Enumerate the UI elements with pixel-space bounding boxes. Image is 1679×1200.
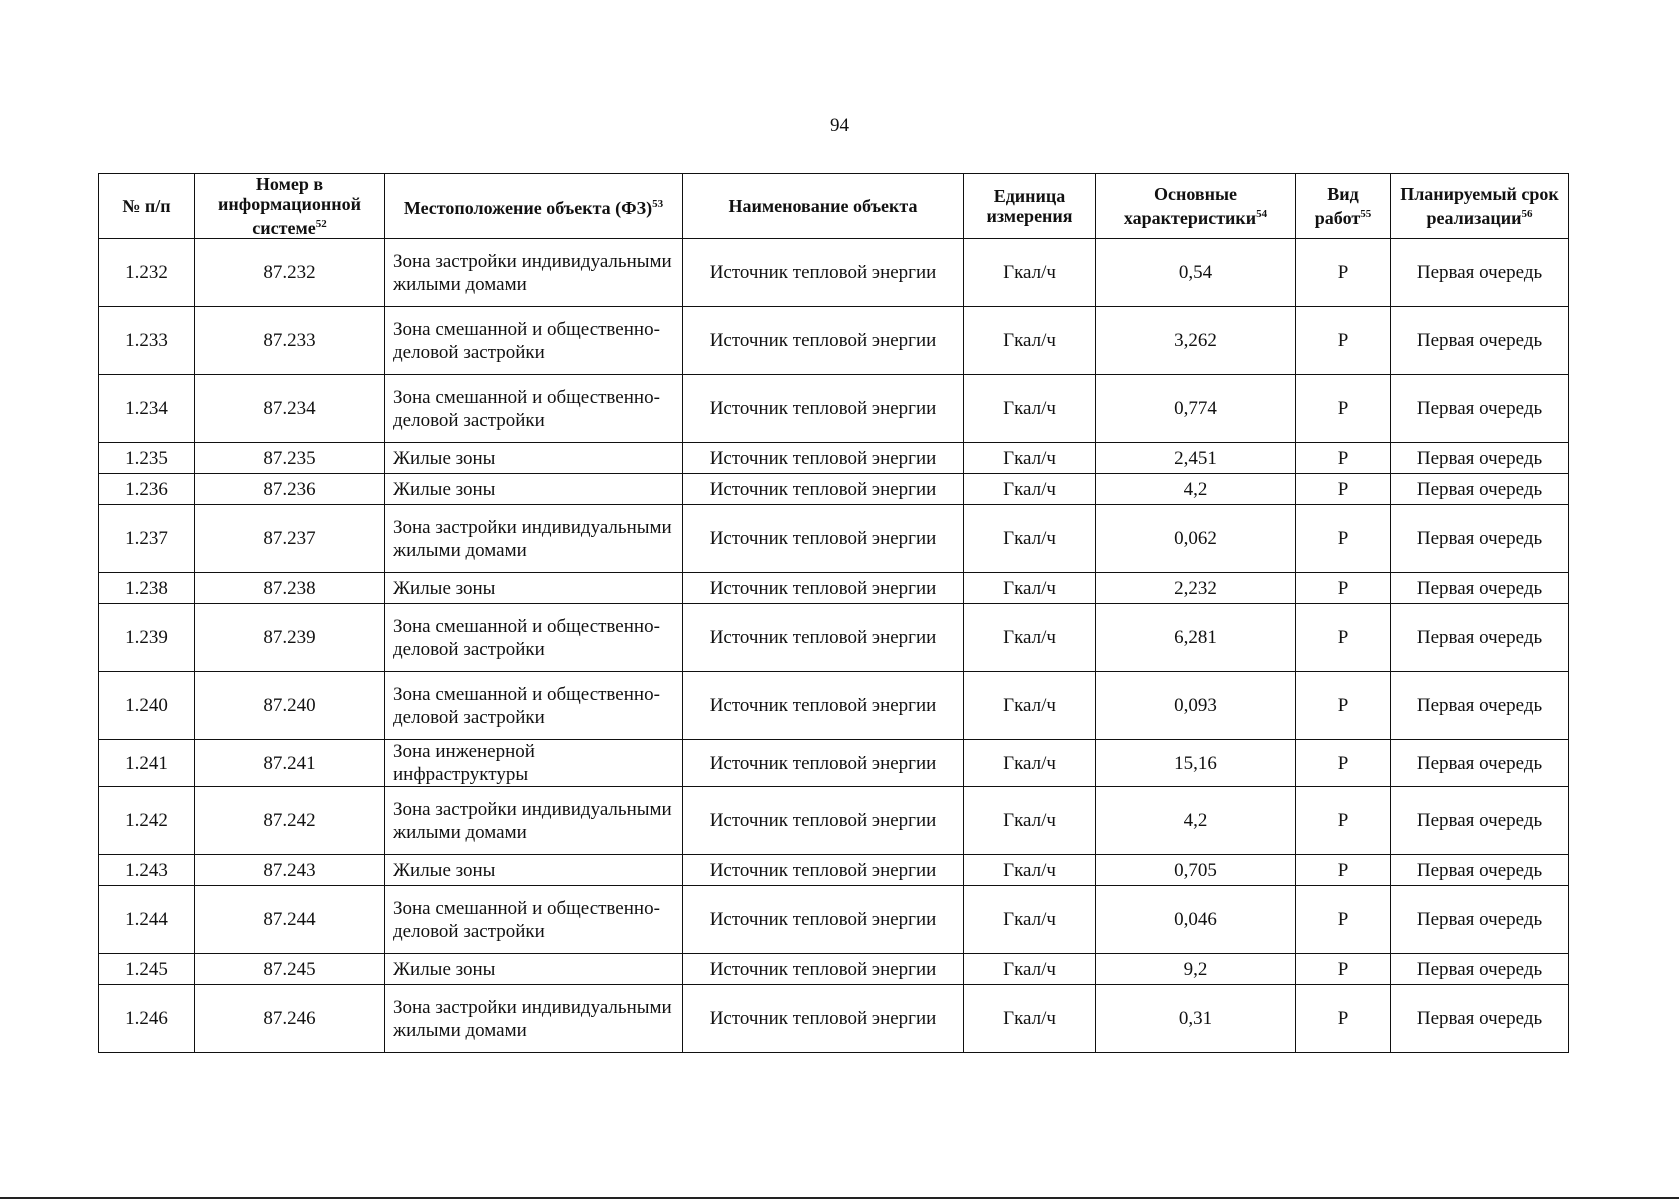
row-number-cell: 1.246 — [99, 985, 195, 1053]
system-number-cell: 87.239 — [195, 604, 385, 672]
term-cell: Первая очередь — [1391, 740, 1569, 787]
row-number-cell: 1.234 — [99, 375, 195, 443]
term-cell: Первая очередь — [1391, 573, 1569, 604]
unit-cell: Гкал/ч — [964, 307, 1096, 375]
term-cell: Первая очередь — [1391, 604, 1569, 672]
work-type-cell: Р — [1296, 740, 1391, 787]
characteristic-cell: 2,451 — [1096, 443, 1296, 474]
term-cell: Первая очередь — [1391, 985, 1569, 1053]
term-cell: Первая очередь — [1391, 505, 1569, 573]
object-name-cell: Источник тепловой энергии — [683, 740, 964, 787]
object-name-cell: Источник тепловой энергии — [683, 954, 964, 985]
row-number-cell: 1.239 — [99, 604, 195, 672]
object-name-cell: Источник тепловой энергии — [683, 505, 964, 573]
table-header — [99, 174, 1569, 239]
characteristic-cell: 0,705 — [1096, 855, 1296, 886]
work-type-cell: Р — [1296, 787, 1391, 855]
characteristic-cell: 0,54 — [1096, 239, 1296, 307]
unit-cell: Гкал/ч — [964, 886, 1096, 954]
system-number-cell: 87.244 — [195, 886, 385, 954]
header-work-type: Вид работ$^{55}$ — [1296, 174, 1391, 239]
characteristic-cell: 4,2 — [1096, 474, 1296, 505]
term-cell: Первая очередь — [1391, 855, 1569, 886]
row-number-cell: 1.238 — [99, 573, 195, 604]
location-cell: Зона инженерной инфраструктуры — [385, 740, 683, 787]
table-row — [99, 443, 1569, 474]
work-type-cell: Р — [1296, 672, 1391, 740]
row-number-cell: 1.235 — [99, 443, 195, 474]
location-cell: Жилые зоны — [385, 474, 683, 505]
header-object-name: Наименование объекта — [683, 174, 964, 239]
table-row — [99, 505, 1569, 573]
row-number-cell: 1.244 — [99, 886, 195, 954]
work-type-cell: Р — [1296, 239, 1391, 307]
system-number-cell: 87.232 — [195, 239, 385, 307]
work-type-cell: Р — [1296, 604, 1391, 672]
object-name-cell: Источник тепловой энергии — [683, 474, 964, 505]
location-cell: Жилые зоны — [385, 954, 683, 985]
page-bottom-border — [0, 1197, 1679, 1199]
characteristic-cell: 4,2 — [1096, 787, 1296, 855]
row-number-cell: 1.241 — [99, 740, 195, 787]
unit-cell: Гкал/ч — [964, 474, 1096, 505]
table-row — [99, 985, 1569, 1053]
term-cell: Первая очередь — [1391, 375, 1569, 443]
table-row — [99, 375, 1569, 443]
system-number-cell: 87.233 — [195, 307, 385, 375]
system-number-cell: 87.236 — [195, 474, 385, 505]
location-cell: Жилые зоны — [385, 855, 683, 886]
unit-cell: Гкал/ч — [964, 740, 1096, 787]
unit-cell: Гкал/ч — [964, 239, 1096, 307]
characteristic-cell: 0,093 — [1096, 672, 1296, 740]
characteristic-cell: 0,062 — [1096, 505, 1296, 573]
table-row — [99, 672, 1569, 740]
system-number-cell: 87.238 — [195, 573, 385, 604]
table-row — [99, 954, 1569, 985]
work-type-cell: Р — [1296, 886, 1391, 954]
term-cell: Первая очередь — [1391, 443, 1569, 474]
location-cell: Жилые зоны — [385, 573, 683, 604]
object-name-cell: Источник тепловой энергии — [683, 886, 964, 954]
term-cell: Первая очередь — [1391, 787, 1569, 855]
location-cell: Зона смешанной и общественно-деловой застройки — [385, 375, 683, 443]
header-characteristics: Основные характеристики$^{54}$ — [1096, 174, 1296, 239]
location-cell: Зона застройки индивидуальными жилыми домами — [385, 239, 683, 307]
row-number-cell: 1.240 — [99, 672, 195, 740]
unit-cell: Гкал/ч — [964, 375, 1096, 443]
row-number-cell: 1.242 — [99, 787, 195, 855]
header-unit: Единица измерения — [964, 174, 1096, 239]
object-name-cell: Источник тепловой энергии — [683, 239, 964, 307]
object-name-cell: Источник тепловой энергии — [683, 375, 964, 443]
table-row — [99, 474, 1569, 505]
table-row — [99, 307, 1569, 375]
system-number-cell: 87.242 — [195, 787, 385, 855]
object-name-cell: Источник тепловой энергии — [683, 672, 964, 740]
work-type-cell: Р — [1296, 474, 1391, 505]
unit-cell: Гкал/ч — [964, 787, 1096, 855]
table-row — [99, 787, 1569, 855]
characteristic-cell: 15,16 — [1096, 740, 1296, 787]
table-row — [99, 573, 1569, 604]
location-cell: Зона застройки индивидуальными жилыми домами — [385, 985, 683, 1053]
location-cell: Жилые зоны — [385, 443, 683, 474]
work-type-cell: Р — [1296, 855, 1391, 886]
work-type-cell: Р — [1296, 954, 1391, 985]
table-row — [99, 740, 1569, 787]
system-number-cell: 87.235 — [195, 443, 385, 474]
characteristic-cell: 6,281 — [1096, 604, 1296, 672]
location-cell: Зона застройки индивидуальными жилыми домами — [385, 787, 683, 855]
unit-cell: Гкал/ч — [964, 573, 1096, 604]
location-cell: Зона смешанной и общественно-деловой застройки — [385, 886, 683, 954]
page-number: 94 — [830, 115, 849, 136]
objects-table — [98, 173, 1569, 1053]
unit-cell: Гкал/ч — [964, 505, 1096, 573]
unit-cell: Гкал/ч — [964, 443, 1096, 474]
work-type-cell: Р — [1296, 573, 1391, 604]
object-name-cell: Источник тепловой энергии — [683, 307, 964, 375]
characteristic-cell: 9,2 — [1096, 954, 1296, 985]
term-cell: Первая очередь — [1391, 954, 1569, 985]
term-cell: Первая очередь — [1391, 672, 1569, 740]
header-system-number: Номер в информационной системе$^{52}$ — [195, 174, 385, 239]
row-number-cell: 1.232 — [99, 239, 195, 307]
row-number-cell: 1.243 — [99, 855, 195, 886]
term-cell: Первая очередь — [1391, 474, 1569, 505]
object-name-cell: Источник тепловой энергии — [683, 573, 964, 604]
characteristic-cell: 0,31 — [1096, 985, 1296, 1053]
row-number-cell: 1.233 — [99, 307, 195, 375]
table-body — [99, 239, 1569, 1053]
row-number-cell: 1.236 — [99, 474, 195, 505]
object-name-cell: Источник тепловой энергии — [683, 604, 964, 672]
row-number-cell: 1.245 — [99, 954, 195, 985]
unit-cell: Гкал/ч — [964, 604, 1096, 672]
header-term: Планируемый срок реализации$^{56}$ — [1391, 174, 1569, 239]
table-row — [99, 855, 1569, 886]
table-row — [99, 239, 1569, 307]
location-cell: Зона смешанной и общественно-деловой застройки — [385, 672, 683, 740]
location-cell: Зона застройки индивидуальными жилыми домами — [385, 505, 683, 573]
work-type-cell: Р — [1296, 375, 1391, 443]
object-name-cell: Источник тепловой энергии — [683, 855, 964, 886]
characteristic-cell: 3,262 — [1096, 307, 1296, 375]
object-name-cell: Источник тепловой энергии — [683, 787, 964, 855]
work-type-cell: Р — [1296, 985, 1391, 1053]
system-number-cell: 87.245 — [195, 954, 385, 985]
work-type-cell: Р — [1296, 443, 1391, 474]
term-cell: Первая очередь — [1391, 239, 1569, 307]
header-location: Местоположение объекта (ФЗ)$^{53}$ — [385, 174, 683, 239]
row-number-cell: 1.237 — [99, 505, 195, 573]
characteristic-cell: 2,232 — [1096, 573, 1296, 604]
object-name-cell: Источник тепловой энергии — [683, 443, 964, 474]
unit-cell: Гкал/ч — [964, 855, 1096, 886]
characteristic-cell: 0,774 — [1096, 375, 1296, 443]
table-row — [99, 886, 1569, 954]
location-cell: Зона смешанной и общественно-деловой застройки — [385, 604, 683, 672]
work-type-cell: Р — [1296, 307, 1391, 375]
header-num: № п/п — [99, 174, 195, 239]
system-number-cell: 87.240 — [195, 672, 385, 740]
system-number-cell: 87.246 — [195, 985, 385, 1053]
system-number-cell: 87.234 — [195, 375, 385, 443]
characteristic-cell: 0,046 — [1096, 886, 1296, 954]
unit-cell: Гкал/ч — [964, 672, 1096, 740]
term-cell: Первая очередь — [1391, 307, 1569, 375]
system-number-cell: 87.237 — [195, 505, 385, 573]
unit-cell: Гкал/ч — [964, 985, 1096, 1053]
work-type-cell: Р — [1296, 505, 1391, 573]
unit-cell: Гкал/ч — [964, 954, 1096, 985]
table-row — [99, 604, 1569, 672]
location-cell: Зона смешанной и общественно-деловой застройки — [385, 307, 683, 375]
system-number-cell: 87.243 — [195, 855, 385, 886]
object-name-cell: Источник тепловой энергии — [683, 985, 964, 1053]
system-number-cell: 87.241 — [195, 740, 385, 787]
term-cell: Первая очередь — [1391, 886, 1569, 954]
